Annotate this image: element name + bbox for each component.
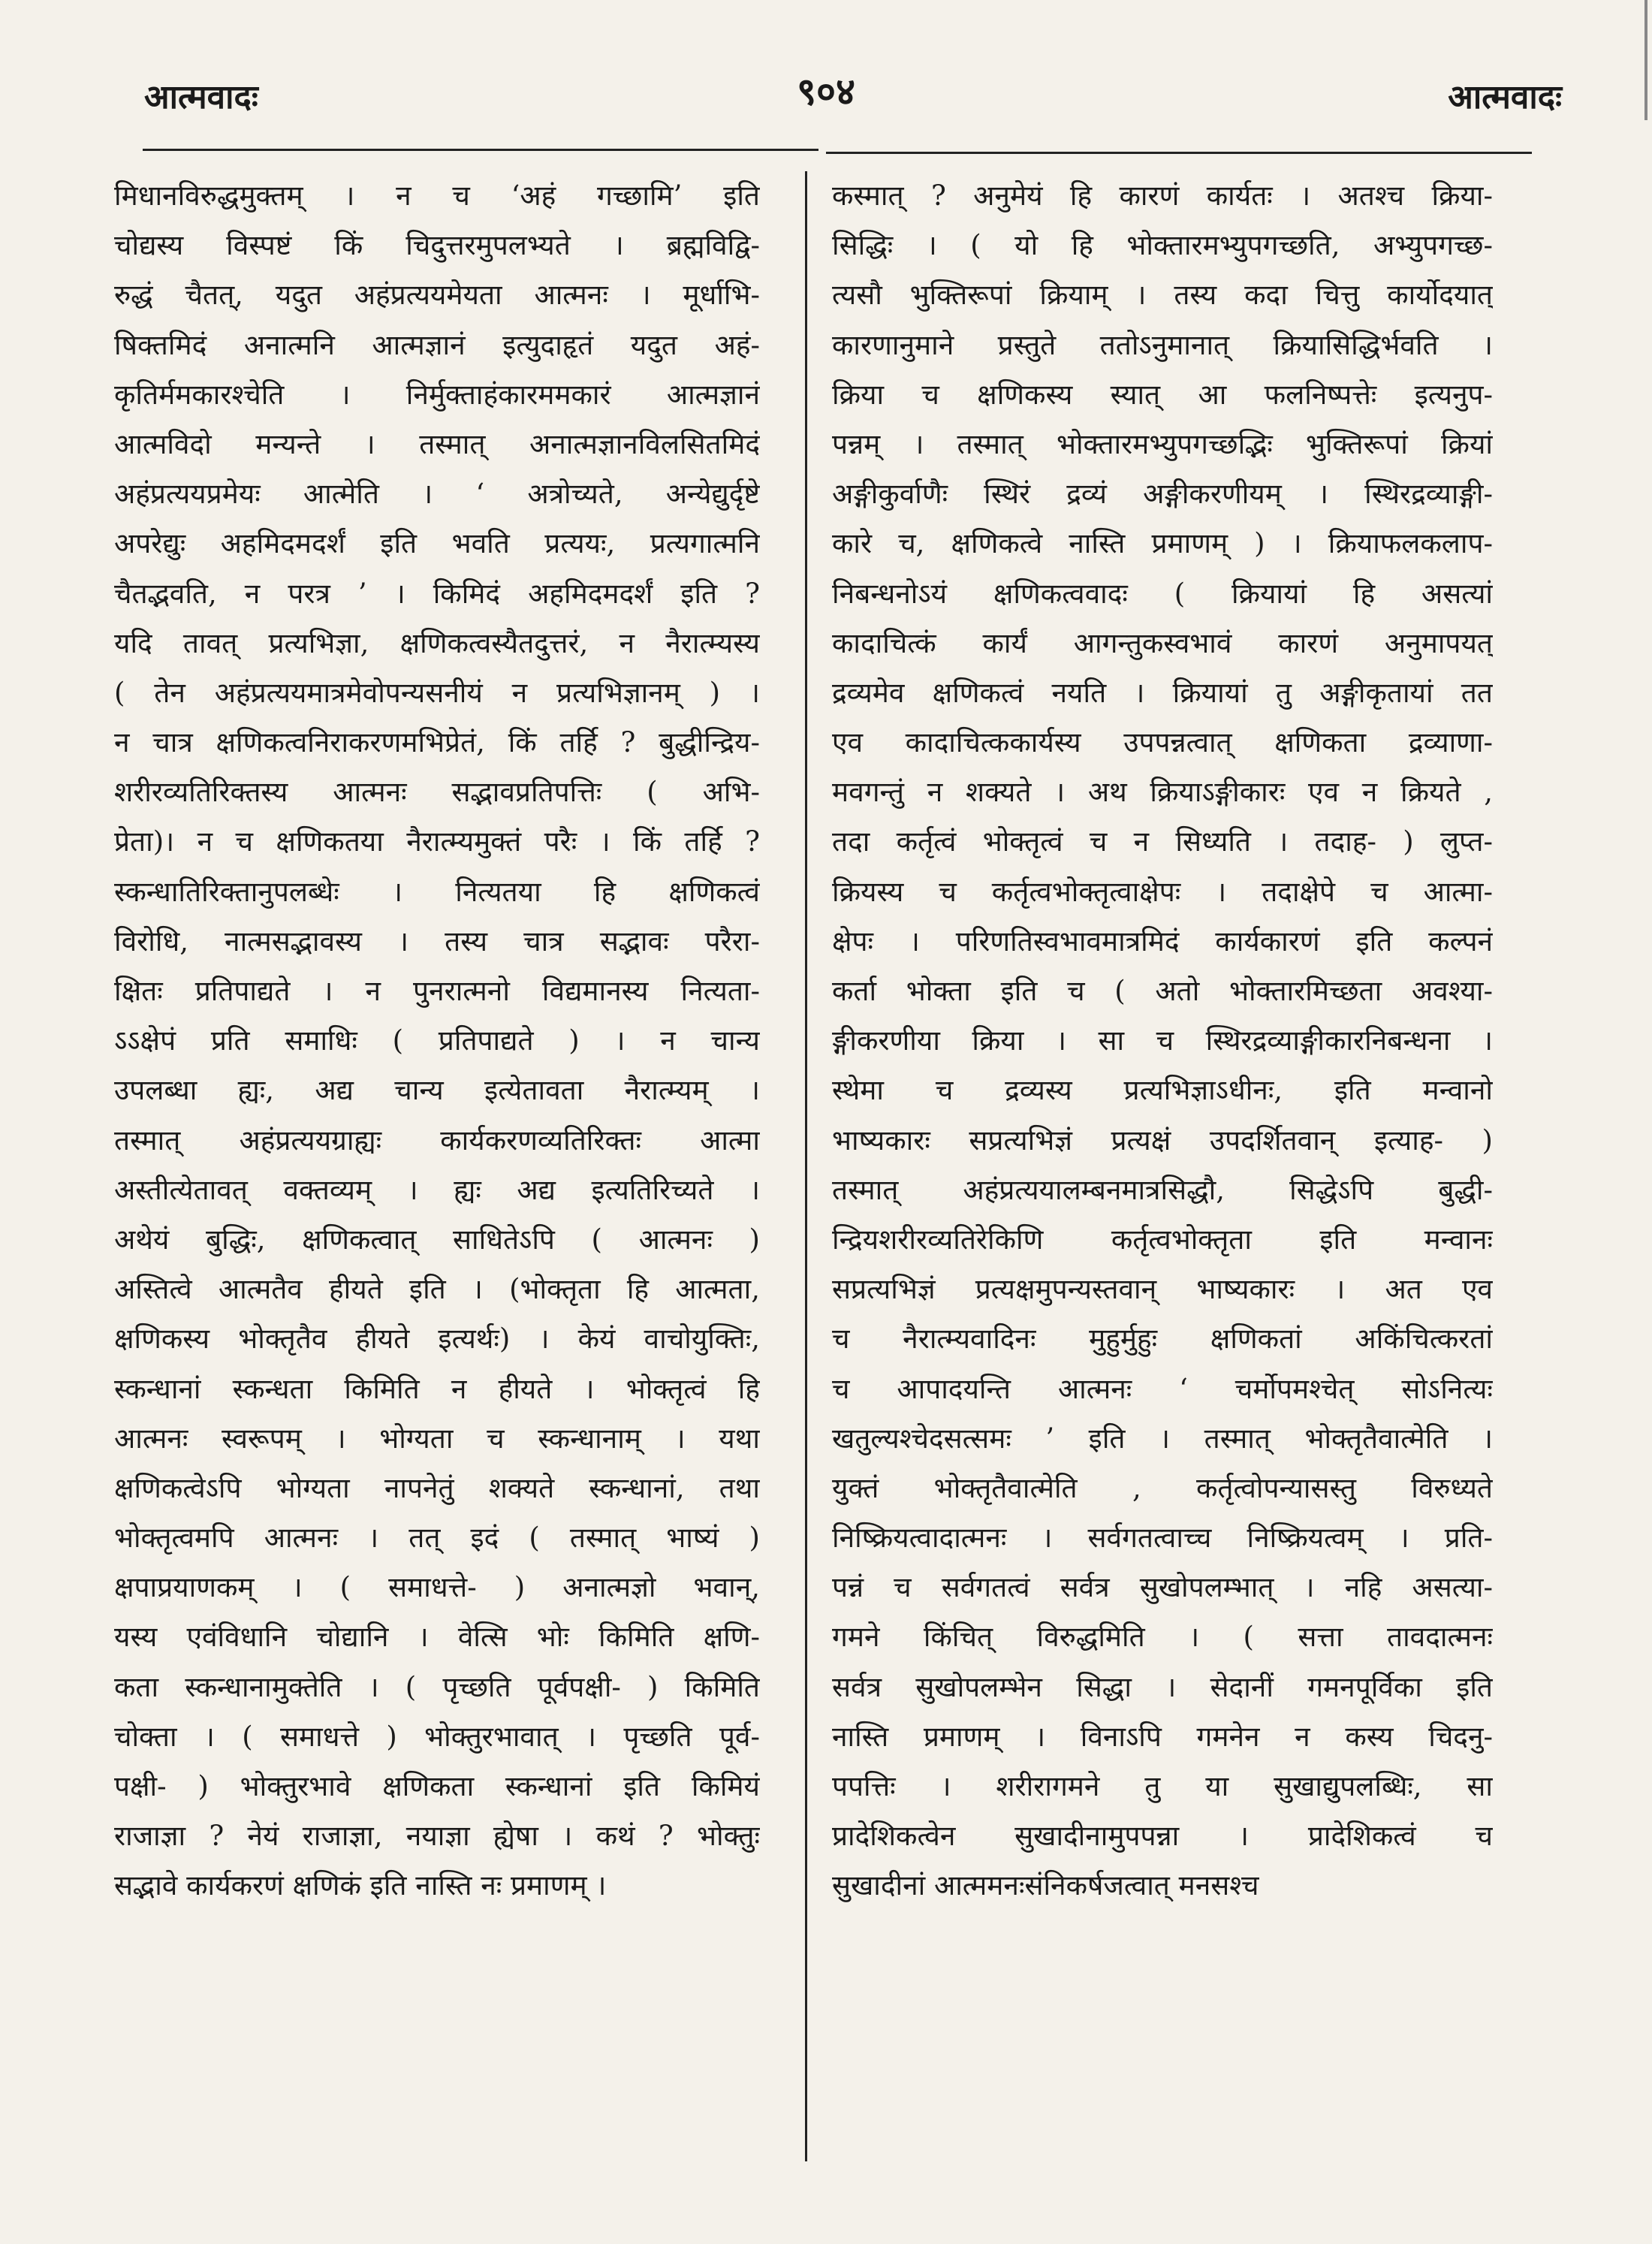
text-line: ऽऽक्षेपं प्रति समाधिः ( प्रतिपाद्यते ) । न चान्य bbox=[114, 1024, 760, 1057]
text-line: अपरेद्युः अहमिदमदर्शं इति भवति प्रत्ययः, प्रत्यगात्मनि bbox=[114, 527, 760, 560]
text-line: खतुल्यश्चेदसत्समः ’ इति । तस्मात् भोक्तृतैवात्मेति । bbox=[832, 1422, 1493, 1455]
text-line: पपत्तिः । शरीरागमने तु या सुखाद्युपलब्धिः, सा bbox=[832, 1770, 1493, 1802]
text-line: न्द्रियशरीरव्यतिरेकिणि कर्तृत्वभोक्तृता इति मन्वानः bbox=[832, 1223, 1493, 1256]
text-line: क्रिया च क्षणिकस्य स्यात् आ फलनिष्पत्तेः इत्यनुप- bbox=[832, 378, 1493, 411]
text-line: ( तेन अहंप्रत्ययमात्रमेवोपन्यसनीयं न प्रत्यभिज्ञानम् ) । bbox=[114, 676, 760, 709]
left-column bbox=[114, 171, 760, 1911]
text-line: चैतद्भवति, न परत्र ’ । किमिदं अहमिदमदर्शं इति ? bbox=[114, 577, 760, 610]
text-line: विरोधि, नात्मसद्भावस्य । तस्य चात्र सद्भावः परैरा- bbox=[114, 924, 760, 958]
text-line: ङ्गीकरणीया क्रिया । सा च स्थिरद्रव्याङ्गीकारनिबन्धना । bbox=[832, 1024, 1493, 1057]
text-line: अहंप्रत्ययप्रमेयः आत्मेति । ‘ अत्रोच्यते, अन्येद्युर्दृष्टे bbox=[114, 478, 760, 511]
text-line: मवगन्तुं न शक्यते । अथ क्रियाऽङ्गीकारः एव न क्रियते , bbox=[832, 776, 1493, 809]
text-line: कर्ता भोक्ता इति च ( अतो भोक्तारमिच्छता अवश्या- bbox=[832, 975, 1493, 1007]
text-line: तस्मात् अहंप्रत्ययालम्बनमात्रसिद्धौ, सिद्धेऽपि बुद्धी- bbox=[832, 1173, 1493, 1206]
text-line: क्षपाप्रयाणकम् । ( समाधत्ते- ) अनात्मज्ञो भवान्, bbox=[114, 1571, 760, 1604]
text-line: क्षणिकत्वेऽपि भोग्यता नापनेतुं शक्यते स्कन्धानां, तथा bbox=[114, 1471, 760, 1504]
running-head-right: आत्मवादः bbox=[1448, 78, 1562, 116]
text-line: कादाचित्कं कार्यं आगन्तुकस्वभावं कारणं अनुमापयत् bbox=[832, 626, 1493, 659]
text-line: रुद्धं चैतत्, यदुत अहंप्रत्ययमेयता आत्मनः । मूर्धाभि- bbox=[114, 279, 760, 312]
text-line: शरीरव्यतिरिक्तस्य आत्मनः सद्भावप्रतिपत्तिः ( अभि- bbox=[114, 776, 760, 809]
text-line: क्षेपः । परिणतिस्वभावमात्रमिदं कार्यकारणं इति कल्पनं bbox=[832, 924, 1493, 958]
text-line: च नैरात्म्यवादिनः मुहुर्मुहुः क्षणिकतां अकिंचित्करतां bbox=[832, 1323, 1493, 1356]
text-line: चोक्ता । ( समाधत्ते ) भोक्तुरभावात् । पृच्छति पूर्व- bbox=[114, 1720, 760, 1753]
text-line: सिद्धिः । ( यो हि भोक्तारमभ्युपगच्छति, अभ्युपगच्छ- bbox=[832, 229, 1493, 262]
text-line: एव कादाचित्ककार्यस्य उपपन्नत्वात् क्षणिकता द्रव्याणा- bbox=[832, 726, 1493, 759]
text-line: अङ्गीकुर्वाणैः स्थिरं द्रव्यं अङ्गीकरणीयम् । स्थिरद्रव्याङ्गी- bbox=[832, 478, 1493, 511]
text-line: पन्नं च सर्वगतत्वं सर्वत्र सुखोपलम्भात् । नहि असत्या- bbox=[832, 1571, 1493, 1604]
text-line: कारणानुमाने प्रस्तुते ततोऽनुमानात् क्रियासिद्धिर्भवति । bbox=[832, 328, 1493, 361]
text-line: तस्मात् अहंप्रत्ययग्राह्यः कार्यकरणव्यतिरिक्तः आत्मा bbox=[114, 1124, 760, 1157]
text-line: न चात्र क्षणिकत्वनिराकरणमभिप्रेतं, किं तर्हि ? बुद्धीन्द्रिय- bbox=[114, 726, 760, 759]
text-line: निबन्धनोऽयं क्षणिकत्ववादः ( क्रियायां हि असत्यां bbox=[832, 577, 1493, 610]
text-line: यदि तावत् प्रत्यभिज्ञा, क्षणिकत्वस्यैतदुत्तरं, न नैरात्म्यस्य bbox=[114, 626, 760, 659]
text-line: आत्मविदो मन्यन्ते । तस्मात् अनात्मज्ञानविलसितमिदं bbox=[114, 427, 760, 460]
text-line: क्षणिकस्य भोक्तृतैव हीयते इत्यर्थः) । केयं वाचोयुक्तिः, bbox=[114, 1323, 760, 1356]
right-column bbox=[832, 171, 1493, 1911]
text-line: सर्वत्र सुखोपलम्भेन सिद्धा । सेदानीं गमनपूर्विका इति bbox=[832, 1670, 1493, 1703]
scan-edge-mark bbox=[1644, 0, 1647, 120]
text-line: चोद्यस्य विस्पष्टं किं चिदुत्तरमुपलभ्यते । ब्रह्मविद्वि- bbox=[114, 229, 760, 262]
text-line: नास्ति प्रमाणम् । विनाऽपि गमनेन न कस्य चिदनु- bbox=[832, 1720, 1493, 1753]
text-line: निष्क्रियत्वादात्मनः । सर्वगतत्वाच्च निष्क्रियत्वम् । प्रति- bbox=[832, 1522, 1493, 1555]
text-line: अस्तीत्येतावत् वक्तव्यम् । ह्यः अद्य इत्यतिरिच्यते । bbox=[114, 1173, 760, 1206]
text-line: पक्षी- ) भोक्तुरभावे क्षणिकता स्कन्धानां इति किमियं bbox=[114, 1770, 760, 1802]
page-number: ९०४ bbox=[797, 69, 855, 113]
text-line: सप्रत्यभिज्ञं प्रत्यक्षमुपन्यस्तवान् भाष्यकारः । अत एव bbox=[832, 1273, 1493, 1306]
text-line: भाष्यकारः सप्रत्यभिज्ञं प्रत्यक्षं उपदर्शितवान् इत्याह- ) bbox=[832, 1124, 1493, 1157]
text-line: मिधानविरुद्धमुक्तम् । न च ‘अहं गच्छामि’ इति bbox=[114, 179, 760, 212]
text-line: यस्य एवंविधानि चोद्यानि । वेत्सि भोः किमिति क्षणि- bbox=[114, 1621, 760, 1654]
header-rule-left bbox=[143, 149, 818, 151]
text-line: द्रव्यमेव क्षणिकत्वं नयति । क्रियायां तु अङ्गीकृतायां तत bbox=[832, 676, 1493, 709]
text-line: प्रादेशिकत्वेन सुखादीनामुपपन्ना । प्रादेशिकत्वं च bbox=[832, 1820, 1493, 1853]
text-line: राजाज्ञा ? नेयं राजाज्ञा, नयाज्ञा ह्येषा । कथं ? भोक्तुः bbox=[114, 1820, 760, 1853]
text-line: क्रियस्य च कर्तृत्वभोक्तृत्वाक्षेपः । तदाक्षेपे च आत्मा- bbox=[832, 875, 1493, 908]
text-line: कारे च, क्षणिकत्वे नास्ति प्रमाणम् ) । क्रियाफलकलाप- bbox=[832, 527, 1493, 560]
text-line: अस्तित्वे आत्मतैव हीयते इति । (भोक्तृता हि आत्मता, bbox=[114, 1273, 760, 1306]
column-divider bbox=[805, 171, 807, 2161]
text-line: च आपादयन्ति आत्मनः ‘ चर्मोपमश्चेत् सोऽनित्यः bbox=[832, 1372, 1493, 1405]
text-line: सुखादीनां आत्ममनःसंनिकर्षजत्वात् मनसश्च bbox=[832, 1869, 1259, 1902]
running-head-left: आत्मवादः bbox=[144, 78, 258, 116]
text-line: त्यसौ भुक्तिरूपां क्रियाम् । तस्य कदा चित्तु कार्योदयात् bbox=[832, 279, 1493, 312]
text-line: कृतिर्ममकारश्चेति । निर्मुक्ताहंकारममकारं आत्मज्ञानं bbox=[114, 378, 760, 411]
text-line: आत्मनः स्वरूपम् । भोग्यता च स्कन्धानाम् । यथा bbox=[114, 1422, 760, 1455]
text-line: स्थेमा च द्रव्यस्य प्रत्यभिज्ञाऽधीनः, इति मन्वानो bbox=[832, 1074, 1493, 1107]
header-rule-right bbox=[826, 152, 1532, 154]
text-line: कता स्कन्धानामुक्तेति । ( पृच्छति पूर्वपक्षी- ) किमिति bbox=[114, 1670, 760, 1703]
text-line: सद्भावे कार्यकरणं क्षणिकं इति नास्ति नः प्रमाणम् । bbox=[114, 1869, 607, 1902]
text-line: युक्तं भोक्तृतैवात्मेति , कर्तृत्वोपन्यासस्तु विरुध्यते bbox=[832, 1471, 1493, 1504]
text-line: प्रेता)। न च क्षणिकतया नैरात्म्यमुक्तं परैः । किं तर्हि ? bbox=[114, 825, 760, 858]
text-line: स्कन्धानां स्कन्धता किमिति न हीयते । भोक्तृत्वं हि bbox=[114, 1372, 760, 1405]
text-line: पन्नम् । तस्मात् भोक्तारमभ्युपगच्छद्भिः भुक्तिरूपां क्रियां bbox=[832, 427, 1493, 460]
text-line: गमने किंचित् विरुद्धमिति । ( सत्ता तावदात्मनः bbox=[832, 1621, 1493, 1654]
text-line: स्कन्धातिरिक्तानुपलब्धेः । नित्यतया हि क्षणिकत्वं bbox=[114, 875, 760, 908]
text-line: भोक्तृत्वमपि आत्मनः । तत् इदं ( तस्मात् भाष्यं ) bbox=[114, 1522, 760, 1555]
text-line: षिक्तमिदं अनात्मनि आत्मज्ञानं इत्युदाहृतं यदुत अहं- bbox=[114, 328, 760, 361]
text-line: कस्मात् ? अनुमेयं हि कारणं कार्यतः । अतश्च क्रिया- bbox=[832, 179, 1493, 212]
text-line: तदा कर्तृत्वं भोक्तृत्वं च न सिध्यति । तदाह- ) लुप्त- bbox=[832, 825, 1493, 858]
text-line: उपलब्धा ह्यः, अद्य चान्य इत्येतावता नैरात्म्यम् । bbox=[114, 1074, 760, 1107]
text-line: अथेयं बुद्धिः, क्षणिकत्वात् साधितेऽपि ( आत्मनः ) bbox=[114, 1223, 760, 1256]
text-line: क्षितः प्रतिपाद्यते । न पुनरात्मनो विद्यमानस्य नित्यता- bbox=[114, 975, 760, 1007]
